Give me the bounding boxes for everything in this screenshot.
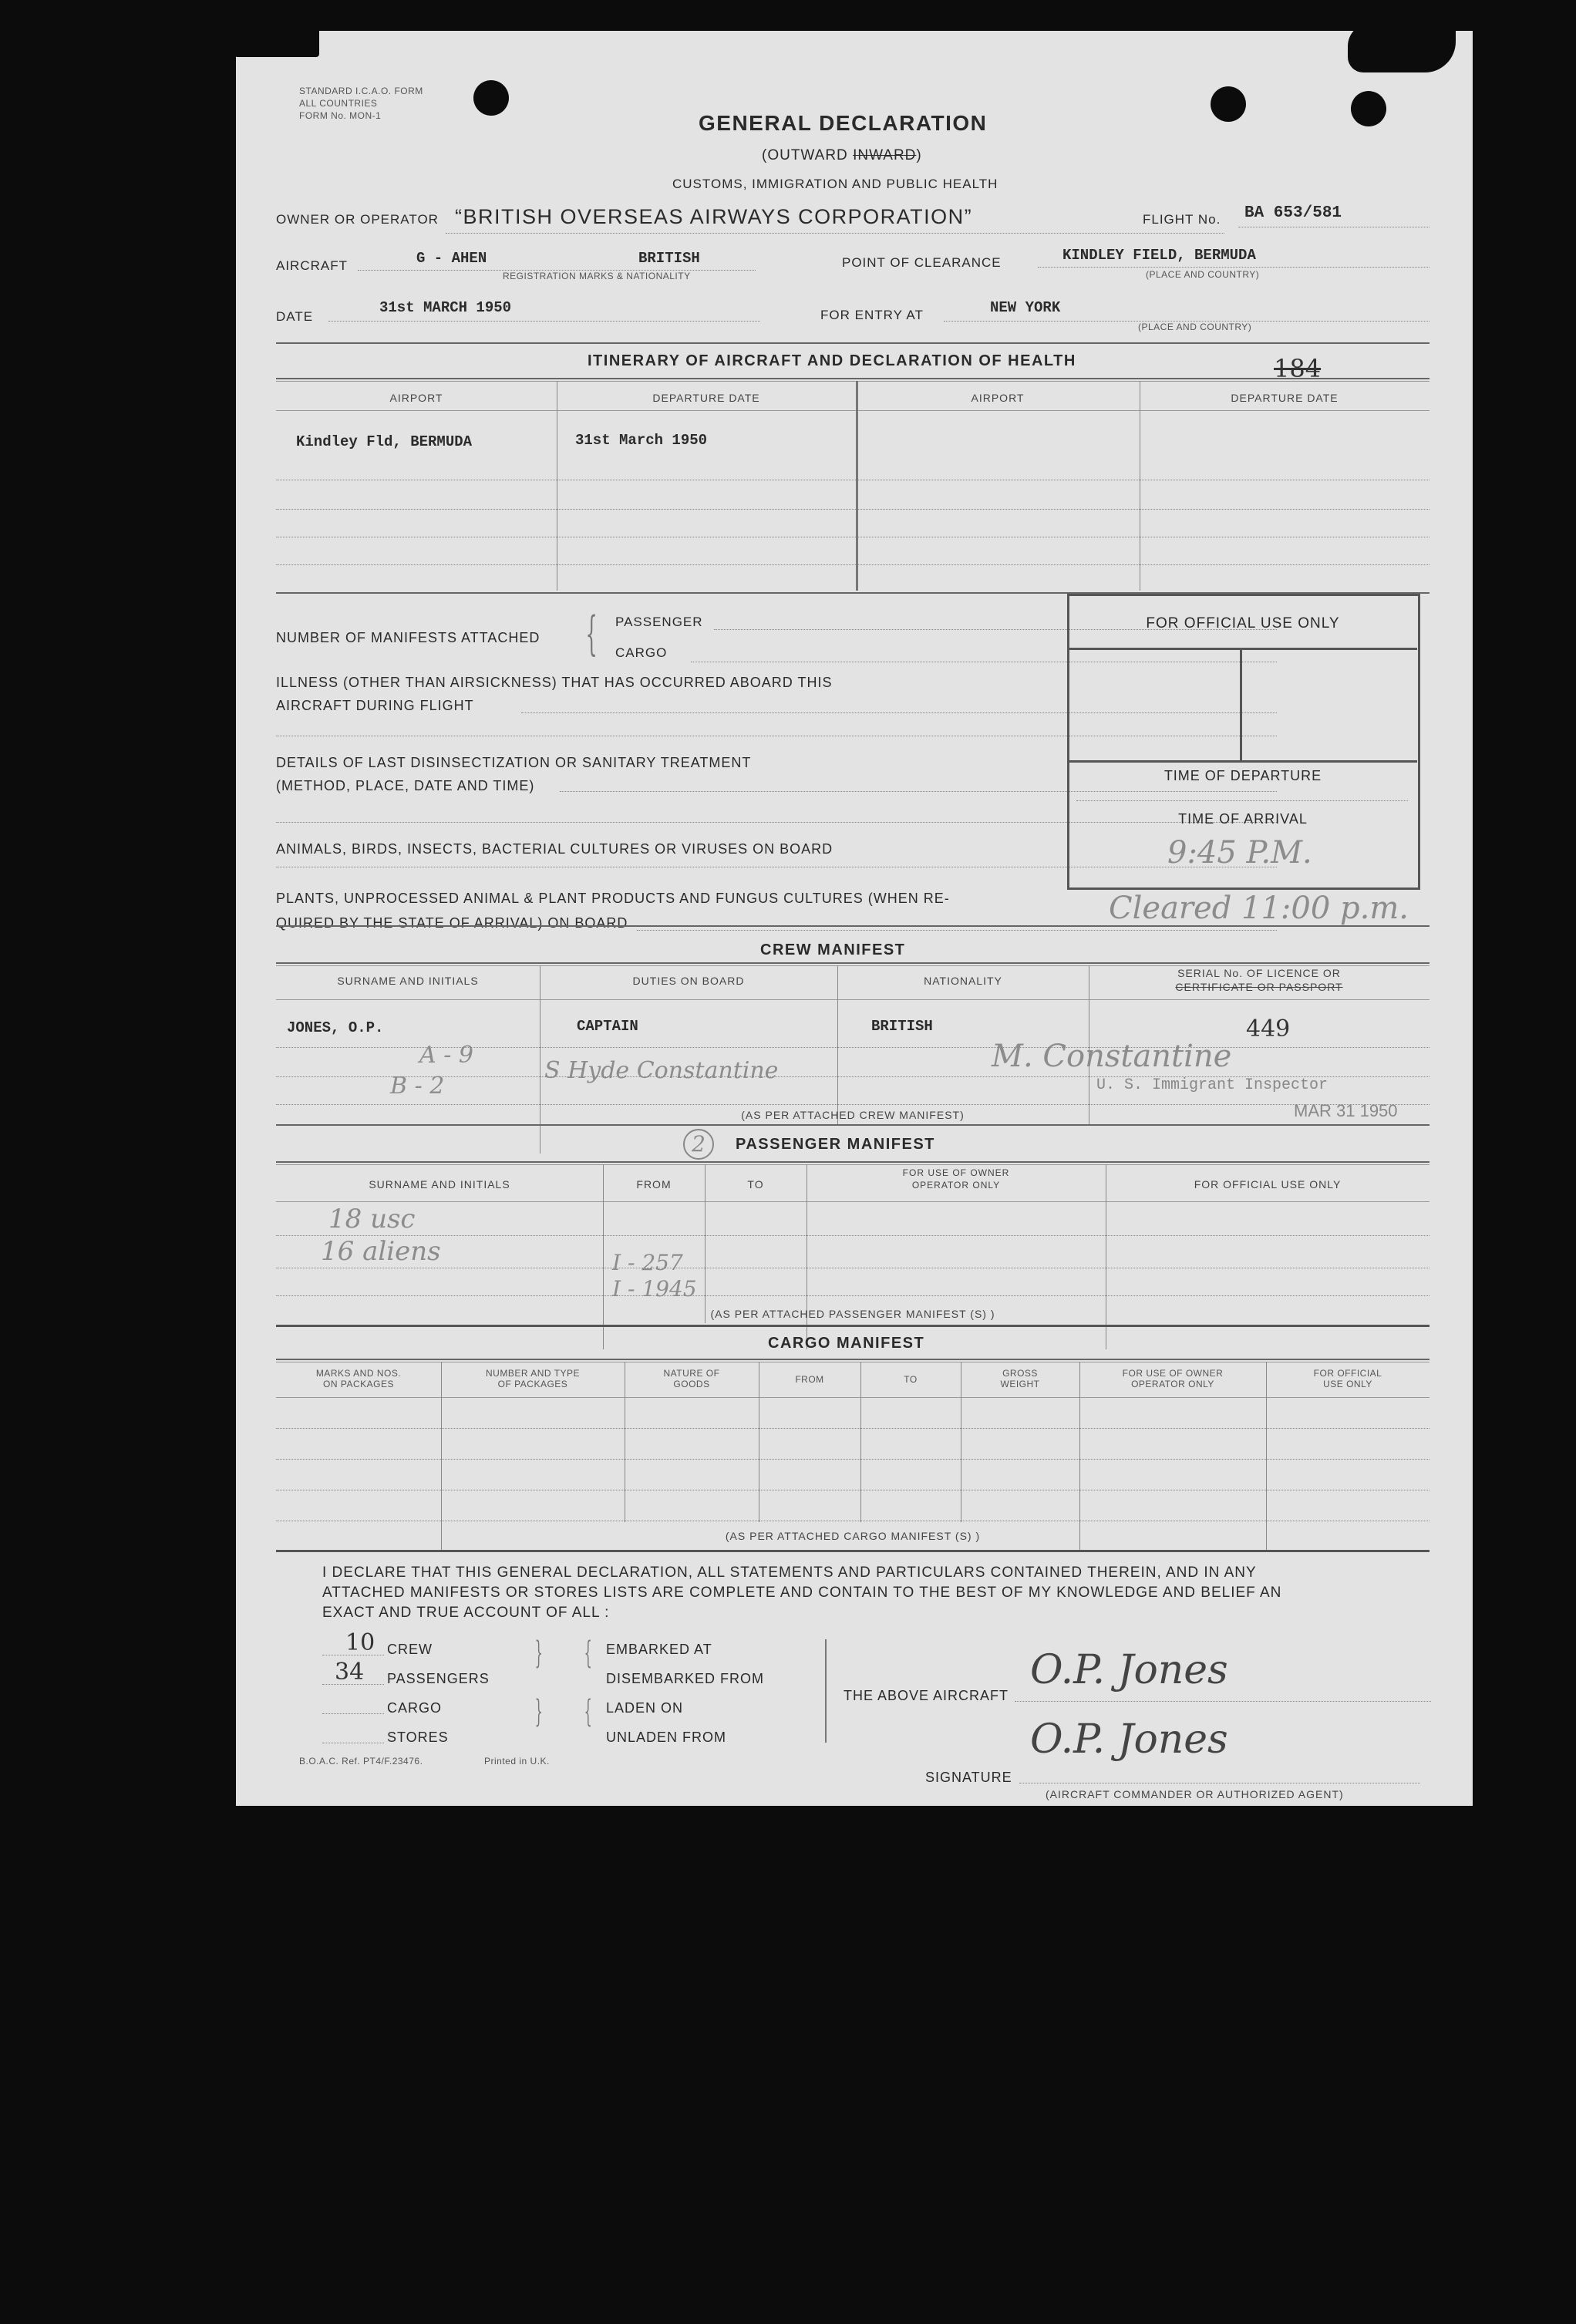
itinerary-header-airport: AIRPORT [389,392,443,404]
crew-footer: (AS PER ATTACHED CREW MANIFEST) [741,1109,965,1121]
passenger-hand-note: I - 257 [612,1250,683,1275]
flight-label: FLIGHT No. [1143,212,1221,227]
brace: } [534,1635,543,1671]
cargo-header-to: TO [904,1374,918,1385]
row-line [276,564,1430,565]
punch-hole [234,19,319,57]
itinerary-title: ITINERARY OF AIRCRAFT AND DECLARATION OF HEALTH [588,352,1076,369]
date-label: DATE [276,309,314,324]
cargo-header-number: NUMBER AND TYPE OF PACKAGES [486,1368,580,1389]
divider [276,1161,1430,1163]
crew-hand-note: A - 9 [419,1042,473,1069]
punch-hole [1348,23,1456,72]
decl-disembarked: DISEMBARKED FROM [606,1671,765,1686]
entry-label: FOR ENTRY AT [820,308,924,322]
decl-cargo: CARGO [387,1700,443,1716]
column-rule [1240,648,1242,760]
itinerary-airport-value: Kindley Fld, BERMUDA [296,433,473,450]
itinerary-date-value: 31st March 1950 [575,432,708,449]
page-number: 184 [1274,354,1322,383]
column-rule [1079,1362,1080,1550]
printed-in: Printed in U.K. [484,1756,550,1767]
divider [276,999,1430,1000]
manifests-label: NUMBER OF MANIFESTS ATTACHED [276,630,540,645]
declaration-text: ATTACHED MANIFESTS OR STORES LISTS ARE COMPLETE AND CONTAIN TO THE BEST OF MY KNOWLEDGE AND BELIEF AN [322,1585,1282,1601]
divider [276,1397,1430,1398]
divider [276,1359,1430,1360]
row-line [276,1047,1430,1048]
row-line [1076,800,1408,801]
column-rule [441,1362,442,1550]
disinsect-label: DETAILS OF LAST DISINSECTIZATION OR SANITARY TREATMENT [276,755,752,770]
row-line [276,1459,1430,1460]
itinerary-header-departure: DEPARTURE DATE [1231,392,1339,404]
plants-label: QUIRED BY THE STATE OF ARRIVAL) ON BOARD [276,915,628,931]
signature-label: SIGNATURE [925,1770,1012,1785]
aircraft-registration: G - AHEN [416,250,487,267]
decl-passengers: PASSENGERS [387,1671,490,1686]
column-rule [856,381,858,591]
crew-header-serial-struck: CERTIFICATE OR PASSPORT [1175,981,1343,993]
decl-embarked: EMBARKED AT [606,1642,712,1657]
cargo-header-weight: GROSS WEIGHT [1000,1368,1040,1389]
passenger-hand-note: 16 aliens [321,1236,441,1267]
row-line [322,1684,384,1685]
inspector-title: U. S. Immigrant Inspector [1096,1076,1328,1094]
aircraft-caption: REGISTRATION MARKS & NATIONALITY [503,271,691,281]
manifest-passenger: PASSENGER [615,615,703,629]
decl-above-aircraft: THE ABOVE AIRCRAFT [844,1688,1009,1703]
clearance-line [1038,267,1430,268]
divider [276,962,1430,964]
clearance-caption: (PLACE AND COUNTRY) [1146,269,1260,280]
form-direction: (OUTWARD INWARD) [762,147,922,163]
time-of-arrival-label: TIME OF ARRIVAL [1178,811,1308,827]
row-line [637,930,1277,931]
row-line [322,1713,384,1714]
owner-line [446,233,1224,234]
disinsect-label: (METHOD, PLACE, DATE AND TIME) [276,778,535,793]
column-rule [837,965,838,1124]
row-line [276,1235,1430,1236]
crew-header-duties: DUTIES ON BOARD [632,975,745,987]
passenger-hand-note: I - 1945 [612,1276,697,1302]
passenger-header-surname: SURNAME AND INITIALS [369,1178,510,1191]
aircraft-label: AIRCRAFT [276,258,348,273]
divider [276,410,1430,411]
declaration-text: EXACT AND TRUE ACCOUNT OF ALL : [322,1605,610,1621]
plants-label: PLANTS, UNPROCESSED ANIMAL & PLANT PRODUCTS AND FUNGUS CULTURES (WHEN RE- [276,891,950,906]
date-value: 31st MARCH 1950 [379,299,512,316]
boac-reference: B.O.A.C. Ref. PT4/F.23476. [299,1756,423,1767]
signature-handwritten-2: O.P. Jones [1030,1716,1228,1763]
divider [276,1550,1430,1552]
passenger-header-official: FOR OFFICIAL USE ONLY [1194,1178,1342,1191]
divider [276,1124,1430,1126]
entry-value: NEW YORK [990,299,1061,316]
row-line [276,509,1430,510]
crew-hand-signature: S Hyde Constantine [544,1057,779,1084]
aircraft-nationality: BRITISH [638,250,700,267]
clearance-value: KINDLEY FIELD, BERMUDA [1062,247,1256,264]
passenger-manifest-count-circled: 2 [683,1129,714,1160]
cargo-header-marks: MARKS AND NOS. ON PACKAGES [315,1368,402,1389]
decl-stores: STORES [387,1730,449,1745]
crew-name-value: JONES, O.P. [287,1019,384,1036]
divider [1069,648,1417,650]
crew-header-serial: SERIAL No. OF LICENCE OR [1177,967,1341,979]
itinerary-header-airport: AIRPORT [971,392,1025,404]
punch-hole [473,80,509,116]
passenger-header-owner: FOR USE OF OWNER [902,1167,1010,1178]
form-title: GENERAL DECLARATION [699,111,988,135]
crew-duty-value: CAPTAIN [577,1018,638,1035]
brace: } [534,1694,543,1730]
illness-label: AIRCRAFT DURING FLIGHT [276,698,474,713]
struck-inward: INWARD [853,147,917,163]
brace: { [584,1635,592,1671]
cargo-header-owner: FOR USE OF OWNER OPERATOR ONLY [1122,1368,1224,1389]
row-line [276,1295,1430,1296]
divider [276,1201,1430,1202]
row-line [276,1076,1430,1077]
passenger-header-to: TO [747,1178,764,1191]
entry-caption: (PLACE AND COUNTRY) [1138,322,1252,332]
divider [276,1325,1430,1327]
row-line [276,1428,1430,1429]
row-line [276,1104,1430,1105]
divider [276,925,1430,927]
crew-title: CREW MANIFEST [760,941,906,958]
row-line [1015,1701,1431,1702]
animals-label: ANIMALS, BIRDS, INSECTS, BACTERIAL CULTURES OR VIRUSES ON BOARD [276,841,833,857]
form-number: FORM No. MON-1 [299,110,382,121]
divider [276,381,1430,382]
cargo-header-nature: NATURE OF GOODS [663,1368,720,1389]
cargo-title: CARGO MANIFEST [768,1335,925,1352]
divider [276,1164,1430,1165]
illness-label: ILLNESS (OTHER THAN AIRSICKNESS) THAT HAS OCCURRED ABOARD THIS [276,675,833,690]
passenger-footer: (AS PER ATTACHED PASSENGER MANIFEST (S) ) [710,1308,995,1320]
passenger-header-owner: OPERATOR ONLY [911,1180,1001,1191]
manifest-cargo: CARGO [615,645,668,660]
date-line [328,321,760,322]
owner-label: OWNER OR OPERATOR [276,212,439,227]
crew-header-nationality: NATIONALITY [924,975,1002,987]
cargo-footer: (AS PER ATTACHED CARGO MANIFEST (S) ) [725,1530,981,1542]
passenger-count: 34 [335,1659,365,1686]
clearance-label: POINT OF CLEARANCE [842,255,1002,270]
passenger-title: PASSENGER MANIFEST [736,1136,935,1153]
inspector-signature: M. Constantine [992,1039,1232,1074]
cargo-header-official: FOR OFFICIAL USE ONLY [1313,1368,1382,1389]
passenger-header-from: FROM [636,1178,672,1191]
column-rule [1266,1362,1267,1550]
owner-value: “BRITISH OVERSEAS AIRWAYS CORPORATION” [455,205,973,228]
punch-hole [1211,86,1246,122]
column-rule [825,1639,827,1743]
divider [276,965,1430,966]
form-standard-line: STANDARD I.C.A.O. FORM [299,86,423,96]
crew-serial-value: 449 [1246,1015,1291,1042]
form-standard-line: ALL COUNTRIES [299,98,378,109]
itinerary-header-departure: DEPARTURE DATE [652,392,760,404]
crew-count: 10 [345,1629,375,1656]
decl-crew: CREW [387,1642,433,1657]
passenger-hand-note: 18 usc [328,1204,416,1234]
divider [276,342,1430,344]
form-authority: CUSTOMS, IMMIGRATION AND PUBLIC HEALTH [672,177,998,191]
crew-header-surname: SURNAME AND INITIALS [337,975,479,987]
inspector-date-stamp: MAR 31 1950 [1294,1101,1398,1120]
declaration-text: I DECLARE THAT THIS GENERAL DECLARATION, ALL STATEMENTS AND PARTICULARS CONTAINED THEREIN, AND IN ANY [322,1564,1257,1581]
official-title: FOR OFFICIAL USE ONLY [1146,615,1340,632]
decl-laden: LADEN ON [606,1700,684,1716]
decl-unladen: UNLADEN FROM [606,1730,727,1745]
commander-caption: (AIRCRAFT COMMANDER OR AUTHORIZED AGENT) [1046,1788,1344,1800]
divider [276,378,1430,379]
cargo-header-from: FROM [795,1374,824,1385]
brace: { [584,1694,592,1730]
divider [1069,760,1417,763]
declaration-form-sheet [236,31,1473,1806]
flight-value: BA 653/581 [1244,204,1342,222]
cleared-time-handwritten: Cleared 11:00 p.m. [1109,891,1409,926]
arrival-time-handwritten: 9:45 P.M. [1167,835,1312,871]
brace: { [585,607,598,661]
punch-hole [1351,91,1386,126]
column-rule [860,1362,861,1522]
time-of-departure-label: TIME OF DEPARTURE [1163,768,1322,783]
crew-hand-note: B - 2 [390,1073,445,1100]
column-rule [603,1164,604,1349]
signature-handwritten: O.P. Jones [1030,1647,1228,1693]
crew-nationality-value: BRITISH [871,1018,933,1035]
